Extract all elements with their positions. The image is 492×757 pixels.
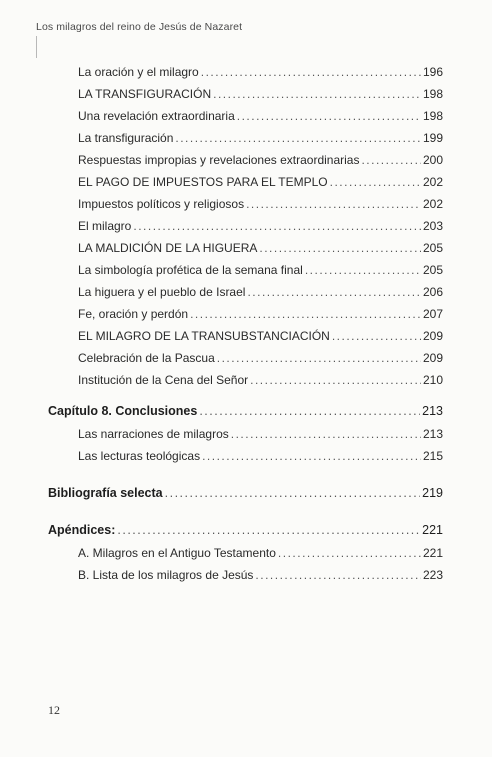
toc-entry — [78, 328, 443, 344]
toc-entry-page: 203 — [422, 219, 443, 233]
toc-entry-title: LA TRANSFIGURACIÓN — [78, 87, 212, 101]
toc-entry-page: 209 — [422, 351, 443, 365]
toc-entry-page: 206 — [422, 285, 443, 299]
header-divider — [36, 36, 37, 58]
toc-entry-page: 215 — [422, 449, 443, 463]
toc-entry-title: EL PAGO DE IMPUESTOS PARA EL TEMPLO — [78, 175, 328, 189]
toc-entry-title: LA MALDICIÓN DE LA HIGUERA — [78, 241, 258, 255]
toc-entry-title: Impuestos políticos y religiosos — [78, 197, 245, 211]
toc-entry-page: 209 — [422, 329, 443, 343]
toc-entry-page: 221 — [422, 546, 443, 560]
toc-entry — [78, 218, 443, 234]
toc-entry — [78, 240, 443, 256]
toc-entry-page: 198 — [422, 87, 443, 101]
toc-chapter-entry — [48, 485, 443, 501]
dot-leader — [133, 218, 421, 234]
toc-entry — [78, 152, 443, 168]
dot-leader — [190, 306, 421, 322]
toc-entry — [78, 350, 443, 366]
toc-entry-title: El milagro — [78, 219, 132, 233]
toc-entry-title: La higuera y el pueblo de Israel — [78, 285, 246, 299]
dot-leader — [231, 426, 421, 442]
dot-leader — [165, 485, 421, 501]
dot-leader — [332, 328, 421, 344]
dot-leader — [175, 130, 421, 146]
toc-entry-title: Celebración de la Pascua — [78, 351, 215, 365]
toc-entry-title: A. Milagros en el Antiguo Testamento — [78, 546, 276, 560]
toc-entry-page: 223 — [422, 568, 443, 582]
toc-entry — [78, 196, 443, 212]
toc-entry-title: Respuestas impropias y revelaciones extraordinarias — [78, 153, 360, 167]
toc-entry — [78, 284, 443, 300]
toc-entry — [78, 545, 443, 561]
toc-entry-page: 196 — [422, 65, 443, 79]
toc-entry-title: EL MILAGRO DE LA TRANSUBSTANCIACIÓN — [78, 329, 330, 343]
toc-entry-page: 202 — [422, 197, 443, 211]
toc-entry-page: 205 — [422, 241, 443, 255]
toc-entry — [78, 108, 443, 124]
toc-entry-title: Fe, oración y perdón — [78, 307, 189, 321]
toc-entry — [78, 426, 443, 442]
dot-leader — [213, 86, 421, 102]
toc-entry — [78, 262, 443, 278]
dot-leader — [250, 372, 421, 388]
toc-entry-page: 221 — [422, 523, 443, 537]
toc-entry-page: 213 — [422, 427, 443, 441]
toc-entry — [78, 130, 443, 146]
toc-entry-page: 198 — [422, 109, 443, 123]
dot-leader — [246, 196, 421, 212]
toc-entry-title: B. Lista de los milagros de Jesús — [78, 568, 254, 582]
toc-entry-title: La transfiguración — [78, 131, 174, 145]
dot-leader — [202, 448, 421, 464]
dot-leader — [117, 522, 420, 538]
dot-leader — [237, 108, 421, 124]
toc-entry-title: Capítulo 8. Conclusiones — [48, 404, 198, 418]
dot-leader — [201, 64, 421, 80]
dot-leader — [278, 545, 421, 561]
toc-entry — [78, 372, 443, 388]
toc-entry — [78, 306, 443, 322]
dot-leader — [199, 403, 420, 419]
toc-entry — [78, 86, 443, 102]
toc-entry-page: 213 — [422, 404, 443, 418]
toc-entry-page: 219 — [422, 486, 443, 500]
dot-leader — [259, 240, 421, 256]
dot-leader — [330, 174, 421, 190]
toc-entry-title: La simbología profética de la semana final — [78, 263, 303, 277]
dot-leader — [247, 284, 421, 300]
toc-entry-title: Bibliografía selecta — [48, 486, 163, 500]
toc-entry-title: La oración y el milagro — [78, 65, 199, 79]
toc-entry — [78, 64, 443, 80]
toc-entry-title: Institución de la Cena del Señor — [78, 373, 249, 387]
toc-chapter-entry — [48, 522, 443, 538]
toc-entry-page: 200 — [422, 153, 443, 167]
dot-leader — [361, 152, 421, 168]
toc-entry-title: Apéndices: — [48, 523, 116, 537]
toc-entry-page: 199 — [422, 131, 443, 145]
toc-entry-title: Las lecturas teológicas — [78, 449, 201, 463]
toc-entry-page: 207 — [422, 307, 443, 321]
toc-entry-page: 205 — [422, 263, 443, 277]
dot-leader — [305, 262, 421, 278]
page-number: 12 — [48, 703, 60, 717]
running-header: Los milagros del reino de Jesús de Nazaret — [36, 21, 243, 33]
toc-entry — [78, 174, 443, 190]
dot-leader — [255, 567, 421, 583]
toc-entry — [78, 567, 443, 583]
dot-leader — [217, 350, 421, 366]
toc-entry-title: Una revelación extraordinaria — [78, 109, 235, 123]
toc-entry — [78, 448, 443, 464]
toc-entry-page: 202 — [422, 175, 443, 189]
toc-chapter-entry — [48, 403, 443, 419]
toc-entry-title: Las narraciones de milagros — [78, 427, 229, 441]
toc-entry-page: 210 — [422, 373, 443, 387]
